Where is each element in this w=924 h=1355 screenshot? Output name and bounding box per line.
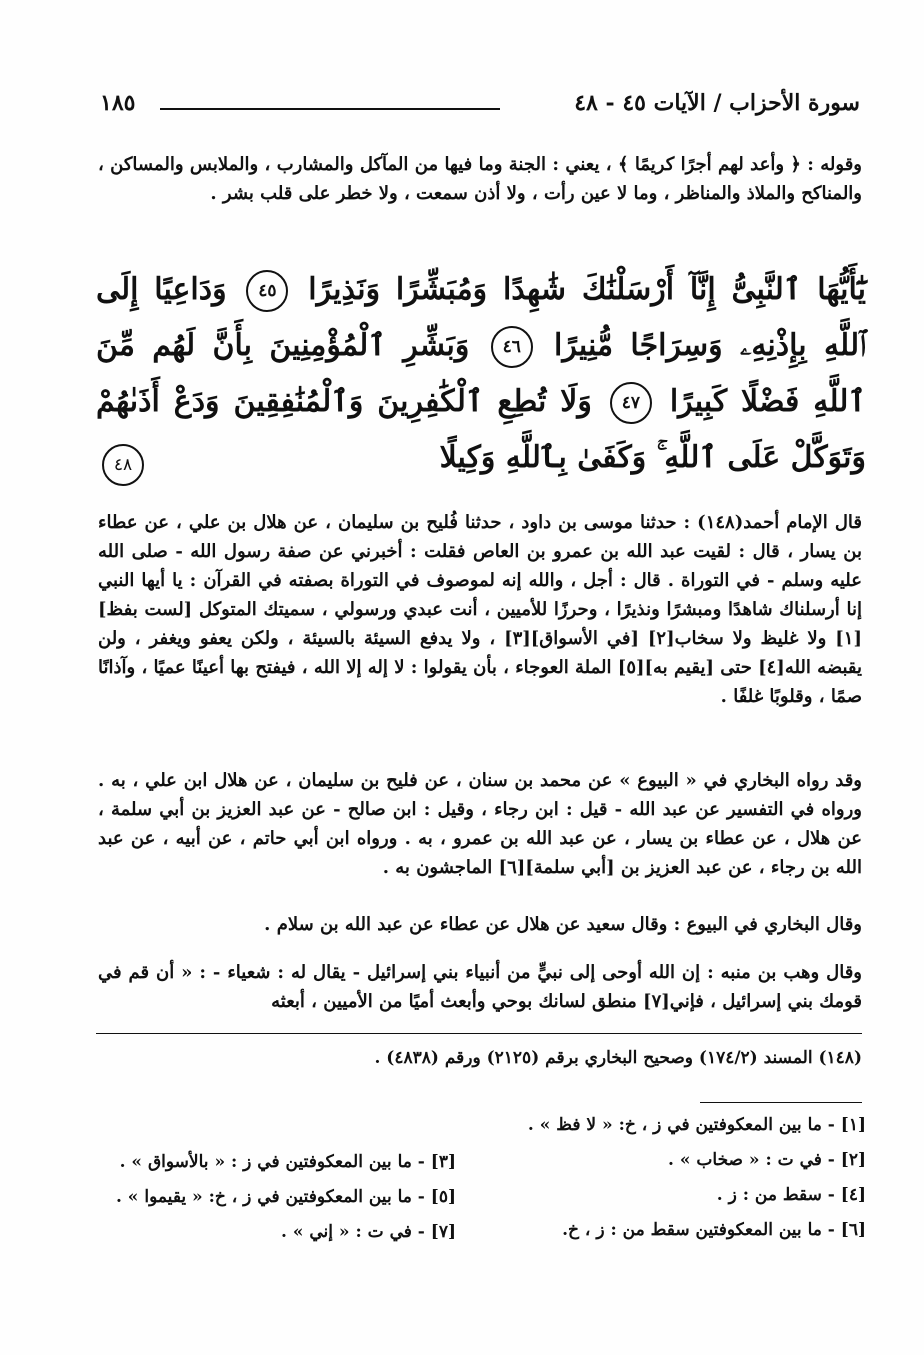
footnote-6: [٦] - ما بين المعكوفتين سقط من : ز ، خ. xyxy=(562,1220,866,1240)
quran-verses xyxy=(96,262,866,486)
wahb-paragraph: وقال وهب بن منبه : إن الله أوحى إلى نبيٍّ من أنبياء بني إسرائيل - يقال له : شعياء - : « أن قم في قومك بني إسرائيل ، فإني[٧] منطق لسانك بوحي وأبعث أميًا من الأميين ، أبعثه xyxy=(98,962,862,1012)
footnote-source: (١٤٨) المسند (١٧٤/٢) وصحيح البخاري برقم (٢١٢٥) ورقم (٤٨٣٨) . xyxy=(374,1048,862,1068)
footnote-5: [٥] - ما بين المعكوفتين في ز ، خ: « يقيموا » . xyxy=(115,1187,456,1207)
verse-48: وَلَا تُطِعِ ٱلْكَٰفِرِينَ وَٱلْمُنَٰفِقِينَ وَدَعْ أَذَىٰهُمْ وَتَوَكَّلْ عَلَى ٱللَّهِ ۚ وَكَفَىٰ بِٱللَّهِ وَكِيلًا xyxy=(96,384,866,475)
footnote-4: [٤] - سقط من : ز . xyxy=(716,1185,866,1205)
footnote-7: [٧] - في ت : « إني » . xyxy=(280,1222,456,1242)
verse-46: وَدَاعِيًا إِلَى ٱللَّهِ بِإِذْنِهِۦ وَسِرَاجًا مُّنِيرًا xyxy=(96,272,866,363)
ayah-marker-46: ٤٦ xyxy=(491,326,533,368)
ayah-marker-48: ٤٨ xyxy=(102,444,144,486)
bukhari-paragraph: وقد رواه البخاري في « البيوع » عن محمد بن سنان ، عن فليح بن سليمان ، عن هلال ابن علي ، به . ورواه في التفسير عن عبد الله - قيل : ابن رجاء ، وقيل : ابن صالح - عن عبد العزيز بن أبي سلمة ، عن هلال ، عن عطاء بن يسار ، عن عبد الله بن عمرو ، به . ورواه ابن أبي حاتم ، عن أبيه ، عن عبد الله بن رجاء ، عن عبد العزيز بن [أبي سلمة][٦] الماجشون به . xyxy=(98,770,862,878)
intro-paragraph: وقوله : ﴿ وأعد لهم أجرًا كريمًا ﴾ ، يعني : الجنة وما فيها من المآكل والمشارب ، والملابس والمساكن ، والمناكح والملاذ والمناظر ، وما لا عين رأت ، ولا أذن سمعت ، ولا خطر على قلب بشر . xyxy=(98,154,862,204)
header-title: سورة الأحزاب / الآيات ٤٥ - ٤٨ xyxy=(574,90,860,116)
bukhari-buyu-paragraph: وقال البخاري في البيوع : وقال سعيد عن هلال عن عطاء عن عبد الله بن سلام . xyxy=(264,914,862,935)
variant-notes-divider xyxy=(700,1102,862,1103)
page-header xyxy=(100,90,860,124)
page-number: ١٨٥ xyxy=(100,90,136,116)
footnote-1: [١] - ما بين المعكوفتين في ز ، خ: « لا فظ » . xyxy=(527,1115,866,1135)
header-rule xyxy=(160,108,500,110)
verse-47: وَبَشِّرِ ٱلْمُؤْمِنِينَ بِأَنَّ لَهُم مِّنَ ٱللَّهِ فَضْلًا كَبِيرًا xyxy=(96,328,866,419)
footnote-3: [٣] - ما بين المعكوفتين في ز : « بالأسواق » . xyxy=(119,1152,456,1172)
footnote-divider xyxy=(96,1033,862,1034)
hadith-paragraph: قال الإمام أحمد(١٤٨) : حدثنا موسى بن داود ، حدثنا فُليح بن سليمان ، عن هلال بن علي ، عن عطاء بن يسار ، قال : لقيت عبد الله بن عمرو بن العاص فقلت : أخبرني عن صفة رسول الله - صلى الله عليه وسلم - في التوراة . قال : أجل ، والله إنه لموصوف في التوراة بصفته في القرآن : يا أيها النبي إنا أرسلناك شاهدًا ومبشرًا ونذيرًا ، وحرزًا للأميين ، أنت عبدي ورسولي ، سميتك المتوكل [لست بفظ][١] ولا غليظ ولا سخاب[٢] [في الأسواق][٣] ، ولا يدفع السيئة بالسيئة ، ولكن يعفو ويغفر ، ولن يقبضه الله[٤] حتى [يقيم به][٥] الملة العوجاء ، بأن يقولوا : لا إله إلا الله ، فيفتح بها أعينًا عميًا ، وآذانًا صمًا ، وقلوبًا غلفًا . xyxy=(98,512,862,707)
ayah-marker-45: ٤٥ xyxy=(246,270,288,312)
footnote-2: [٢] - في ت : « صخاب » . xyxy=(668,1150,866,1170)
ayah-marker-47: ٤٧ xyxy=(610,382,652,424)
verse-45: يَٰٓأَيُّهَا ٱلنَّبِىُّ إِنَّآ أَرْسَلْنَٰكَ شَٰهِدًا وَمُبَشِّرًا وَنَذِيرًا xyxy=(308,272,867,307)
